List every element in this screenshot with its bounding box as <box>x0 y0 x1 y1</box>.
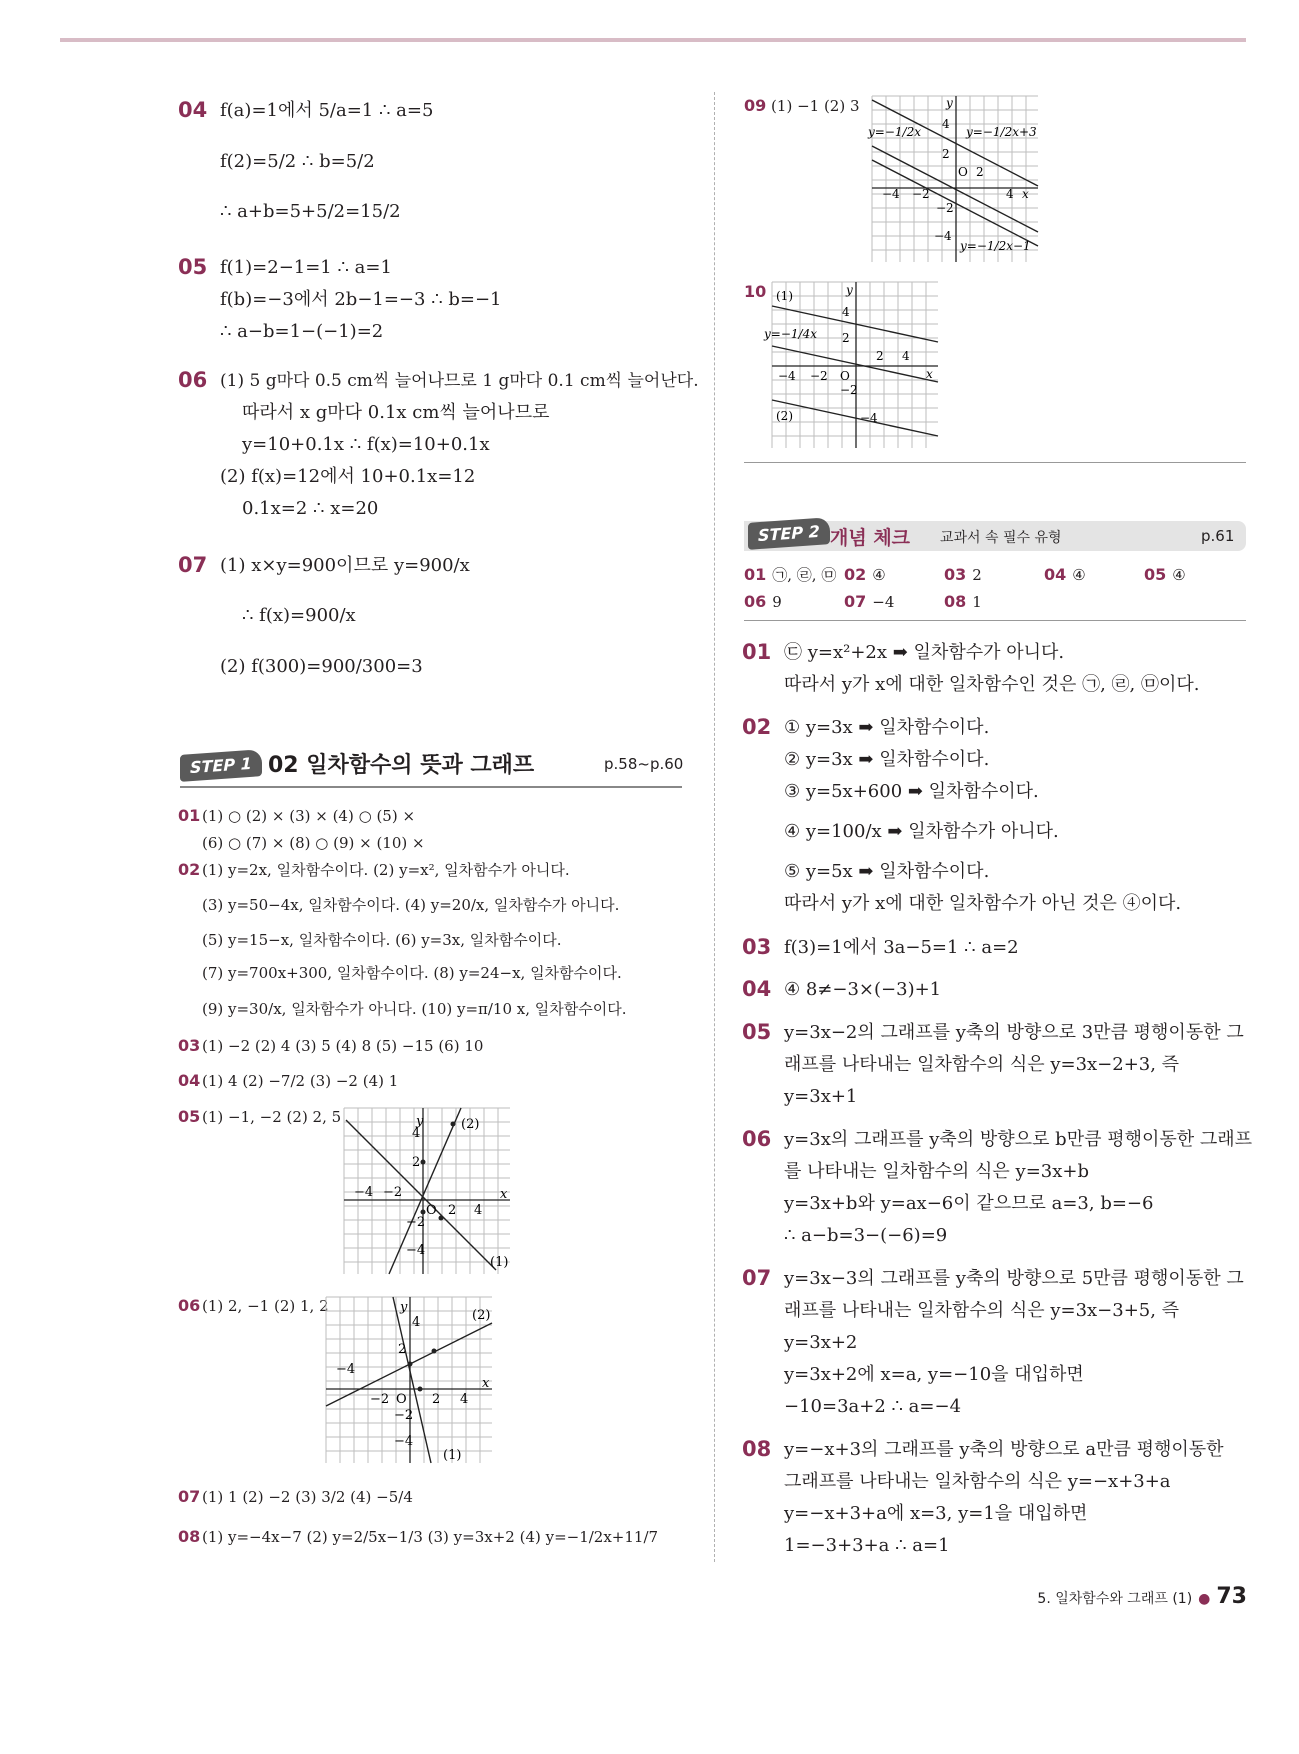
g10-ytick-n2: −2 <box>840 383 858 397</box>
g09-origin: O <box>958 165 968 179</box>
answer-row <box>178 1107 341 1127</box>
g06-label-2: (2) <box>472 1308 491 1323</box>
g09-ytick-n2: −2 <box>936 201 954 215</box>
top-border <box>60 38 1246 42</box>
g10-xtick-2: 2 <box>876 349 884 363</box>
g09-label-3: y=−1/2x−1 <box>960 239 1031 253</box>
q06-line2: 따라서 x g마다 0.1x cm씩 늘어나므로 <box>242 402 550 423</box>
answer-text: (1) 1 (2) −2 (3) 3/2 (4) −5/4 <box>202 1488 413 1506</box>
quick-answer-value: 9 <box>772 593 782 611</box>
g06-ytick-n2: −2 <box>394 1408 414 1423</box>
g09-xtick-n4: −4 <box>882 187 900 201</box>
s08-line3: y=−x+3+a에 x=3, y=1을 대입하면 <box>784 1503 1088 1524</box>
answer-text: (6) ○ (7) × (8) ○ (9) × (10) × <box>202 834 425 852</box>
g05-ytick-n4: −4 <box>406 1243 426 1258</box>
s07-line2: 래프를 나타내는 일차함수의 식은 y=3x−3+5, 즉 <box>784 1300 1180 1321</box>
answer-text: (1) y=2x, 일차함수이다. (2) y=x², 일차함수가 아니다. <box>202 861 570 879</box>
answer-row <box>178 1487 413 1507</box>
quick-answer-value: 1 <box>972 593 982 611</box>
s08-line1: y=−x+3의 그래프를 y축의 방향으로 a만큼 평행이동한 <box>784 1439 1224 1460</box>
q07-line3: (2) f(300)=900/300=3 <box>220 656 423 677</box>
graph-section-rule <box>744 462 1246 463</box>
step1-underline <box>180 786 682 788</box>
g05-xtick-n2: −2 <box>383 1185 403 1200</box>
s01-line2: 따라서 y가 x에 대한 일차함수인 것은 ㉠, ㉣, ㉤이다. <box>784 674 1200 695</box>
s02-line3: ③ y=5x+600 ➡ 일차함수이다. <box>784 781 1039 802</box>
answer-row <box>178 895 619 915</box>
step1-page-range: p.58~p.60 <box>604 755 684 773</box>
s07-line4: y=3x+2에 x=a, y=−10을 대입하면 <box>784 1364 1084 1385</box>
s02-line2: ② y=3x ➡ 일차함수이다. <box>784 749 990 770</box>
answer-text: (1) 2, −1 (2) 1, 2 <box>202 1297 329 1315</box>
answer-text: (3) y=50−4x, 일차함수이다. (4) y=20/x, 일차함수가 아니다. <box>202 896 620 914</box>
answer-number: 01 <box>178 806 201 825</box>
g09-xtick-4: 4 <box>1006 187 1014 201</box>
quick-answer-value: ㉠, ㉣, ㉤ <box>772 566 837 584</box>
s03-number: 03 <box>742 935 772 959</box>
g10-ytick-n4: −4 <box>860 411 878 425</box>
g10-xtick-n2: −2 <box>810 369 828 383</box>
graph-06 <box>326 1297 492 1463</box>
s07-number: 07 <box>742 1266 772 1290</box>
answer-row <box>178 963 622 983</box>
g05-tick-2: 2 <box>412 1155 421 1170</box>
answer-text: (1) −1, −2 (2) 2, 5 <box>202 1108 342 1126</box>
quick-answer <box>844 592 894 612</box>
step2-title: 개념 체크 <box>830 527 911 549</box>
s06-line1: y=3x의 그래프를 y축의 방향으로 b만큼 평행이동한 그래프 <box>784 1129 1253 1150</box>
g06-ytick-n4: −4 <box>394 1434 414 1449</box>
step1-badge: STEP 1 <box>180 749 262 782</box>
q06-line5: 0.1x=2 ∴ x=20 <box>242 498 379 519</box>
g05-tick-4: 4 <box>412 1126 421 1141</box>
g05-ytick-n2: −2 <box>406 1215 426 1230</box>
graph-10 <box>764 282 938 448</box>
s02-line1: ① y=3x ➡ 일차함수이다. <box>784 717 990 738</box>
answer-text: (1) 4 (2) −7/2 (3) −2 (4) 1 <box>202 1072 399 1090</box>
q05-line2: f(b)=−3에서 2b−1=−3 ∴ b=−1 <box>220 289 502 310</box>
quick-answer-value: ④ <box>1172 566 1186 584</box>
answer-row <box>178 860 570 880</box>
s06-line3: y=3x+b와 y=ax−6이 같으므로 a=3, b=−6 <box>784 1193 1154 1214</box>
answer-text: (1) −2 (2) 4 (3) 5 (4) 8 (5) −15 (6) 10 <box>202 1037 484 1055</box>
g06-label-1: (1) <box>443 1448 462 1463</box>
s05-line2: 래프를 나타내는 일차함수의 식은 y=3x−2+3, 즉 <box>784 1054 1180 1075</box>
q04-line2: f(2)=5/2 ∴ b=5/2 <box>220 151 375 172</box>
g09-ytick-n4: −4 <box>934 229 952 243</box>
s07-line3: y=3x+2 <box>784 1332 858 1353</box>
footer-chapter: 5. 일차함수와 그래프 (1) <box>1037 1591 1193 1607</box>
s06-line4: ∴ a−b=3−(−6)=9 <box>784 1225 948 1246</box>
quick-answer <box>744 592 782 612</box>
quick-answer-number: 01 <box>744 565 767 584</box>
g10-tick-4: 4 <box>842 305 850 319</box>
step1-title: 02 일차함수의 뜻과 그래프 <box>268 753 535 778</box>
q05-number: 05 <box>178 255 208 279</box>
answer-text: (1) y=−4x−7 (2) y=2/5x−1/3 (3) y=3x+2 (4) y=−1/2x+11/7 <box>202 1528 659 1546</box>
quick-answer <box>1044 565 1086 585</box>
answer-number: 04 <box>178 1071 201 1090</box>
quick-answer <box>844 565 886 585</box>
a09-row <box>744 96 860 116</box>
answer-number: 06 <box>178 1296 201 1315</box>
g10-xtick-n4: −4 <box>778 369 796 383</box>
g10-xtick-4: 4 <box>902 349 910 363</box>
s02-number: 02 <box>742 715 772 739</box>
g10-x: x <box>926 367 933 381</box>
s08-line2: 그래프를 나타내는 일차함수의 식은 y=−x+3+a <box>784 1471 1171 1492</box>
page-number: 73 <box>1216 1584 1247 1609</box>
quick-answer-number: 03 <box>944 565 967 584</box>
s07-line1: y=3x−3의 그래프를 y축의 방향으로 5만큼 평행이동한 그 <box>784 1268 1244 1289</box>
answer-number: 02 <box>178 860 201 879</box>
answer-text: (7) y=700x+300, 일차함수이다. (8) y=24−x, 일차함수이다. <box>202 964 622 982</box>
g09-tick-2: 2 <box>942 147 950 161</box>
q06-line1: (1) 5 g마다 0.5 cm씩 늘어나므로 1 g마다 0.1 cm씩 늘어난다. <box>220 371 699 391</box>
quick-answer-number: 07 <box>844 592 867 611</box>
q06-line3: y=10+0.1x ∴ f(x)=10+0.1x <box>242 434 490 455</box>
a09-number: 09 <box>744 96 767 115</box>
page-footer <box>1037 1584 1247 1609</box>
answer-row <box>178 1071 398 1091</box>
answer-number: 03 <box>178 1036 201 1055</box>
g06-tick-2: 2 <box>398 1342 407 1357</box>
g06-x: x <box>482 1376 490 1391</box>
answer-row <box>178 999 627 1019</box>
quick-answer-number: 06 <box>744 592 767 611</box>
g05-origin: O <box>426 1203 437 1218</box>
graph-05 <box>344 1108 510 1274</box>
q04-number: 04 <box>178 98 208 122</box>
s06-number: 06 <box>742 1127 772 1151</box>
answer-row <box>178 833 425 853</box>
quick-answer <box>1144 565 1186 585</box>
q07-line1: (1) x×y=900이므로 y=900/x <box>220 555 470 576</box>
q05-line1: f(1)=2−1=1 ∴ a=1 <box>220 257 392 278</box>
q07-line2: ∴ f(x)=900/x <box>242 605 356 626</box>
g10-label-3: (2) <box>776 409 793 423</box>
g06-xtick-n4: −4 <box>336 1362 356 1377</box>
g06-xtick-4: 4 <box>460 1392 469 1407</box>
g10-tick-2: 2 <box>842 331 850 345</box>
quick-answers-rule <box>744 620 1246 621</box>
s01-number: 01 <box>742 640 772 664</box>
g06-y: y <box>400 1300 408 1315</box>
quick-answer-value: ④ <box>872 566 886 584</box>
answer-text: (5) y=15−x, 일차함수이다. (6) y=3x, 일차함수이다. <box>202 931 562 949</box>
quick-answer-value: 2 <box>972 566 982 584</box>
s05-line1: y=3x−2의 그래프를 y축의 방향으로 3만큼 평행이동한 그 <box>784 1022 1244 1043</box>
s02-line4: ④ y=100/x ➡ 일차함수가 아니다. <box>784 821 1059 842</box>
g05-xtick-n4: −4 <box>354 1185 374 1200</box>
answer-row <box>178 1527 658 1547</box>
s05-number: 05 <box>742 1020 772 1044</box>
a10-number: 10 <box>744 282 767 301</box>
s05-line3: y=3x+1 <box>784 1086 858 1107</box>
g05-xtick-2: 2 <box>448 1203 457 1218</box>
g09-xtick-2: 2 <box>976 165 984 179</box>
g05-xtick-4: 4 <box>474 1203 483 1218</box>
q05-line3: ∴ a−b=1−(−1)=2 <box>220 321 384 342</box>
answer-row <box>178 1036 483 1056</box>
s04-number: 04 <box>742 977 772 1001</box>
g05-label-1: (1) <box>490 1255 509 1270</box>
quick-answer-number: 05 <box>1144 565 1167 584</box>
g05-label-2: (2) <box>461 1117 480 1132</box>
answer-number: 08 <box>178 1527 201 1546</box>
g09-x: x <box>1022 187 1029 201</box>
answer-number: 05 <box>178 1107 201 1126</box>
answer-text: (1) ○ (2) × (3) × (4) ○ (5) × <box>202 807 416 825</box>
step2-page: p.61 <box>1201 527 1235 545</box>
g06-origin: O <box>396 1392 407 1407</box>
g05-x: x <box>500 1187 508 1202</box>
answer-row <box>178 806 415 826</box>
answer-text: (9) y=30/x, 일차함수가 아니다. (10) y=π/10 x, 일차함수이다. <box>202 1000 627 1018</box>
quick-answer-number: 08 <box>944 592 967 611</box>
quick-answer <box>944 565 982 585</box>
g10-label-1: (1) <box>776 289 793 303</box>
s04-line1: ④ 8≠−3×(−3)+1 <box>784 979 942 1000</box>
quick-answer-value: −4 <box>872 593 895 611</box>
s08-number: 08 <box>742 1437 772 1461</box>
q06-line4: (2) f(x)=12에서 10+0.1x=12 <box>220 466 476 487</box>
answer-row <box>178 1296 329 1316</box>
step2-subtitle: 교과서 속 필수 유형 <box>940 530 1062 546</box>
q07-number: 07 <box>178 553 208 577</box>
g09-label-1: y=−1/2x <box>868 125 921 139</box>
graph-09 <box>868 96 1038 262</box>
s06-line2: 를 나타내는 일차함수의 식은 y=3x+b <box>784 1161 1090 1182</box>
s02-line5: ⑤ y=5x ➡ 일차함수이다. <box>784 861 990 882</box>
g09-y: y <box>946 96 953 110</box>
g05-y: y <box>416 1114 424 1129</box>
s03-line1: f(3)=1에서 3a−5=1 ∴ a=2 <box>784 937 1019 958</box>
step2-badge: STEP 2 <box>748 517 830 550</box>
q06-number: 06 <box>178 368 208 392</box>
quick-answer-number: 02 <box>844 565 867 584</box>
q04-line3: ∴ a+b=5+5/2=15/2 <box>220 201 401 222</box>
quick-answer-number: 04 <box>1044 565 1067 584</box>
quick-answer-value: ④ <box>1072 566 1086 584</box>
g06-tick-4: 4 <box>412 1315 421 1330</box>
g06-xtick-2: 2 <box>432 1392 441 1407</box>
g09-label-2: y=−1/2x+3 <box>966 125 1037 139</box>
q04-line1: f(a)=1에서 5/a=1 ∴ a=5 <box>220 100 434 121</box>
s02-line6: 따라서 y가 x에 대한 일차함수가 아닌 것은 ④이다. <box>784 893 1182 914</box>
g10-y: y <box>846 283 853 297</box>
g10-origin: O <box>840 369 850 383</box>
g06-xtick-n2: −2 <box>370 1392 390 1407</box>
quick-answer <box>944 592 982 612</box>
g09-tick-4: 4 <box>942 117 950 131</box>
s01-line1: ㉢ y=x²+2x ➡ 일차함수가 아니다. <box>784 642 1065 663</box>
g09-xtick-n2: −2 <box>912 187 930 201</box>
a09-text: (1) −1 (2) 3 <box>771 97 860 115</box>
quick-answer <box>744 565 836 585</box>
column-divider <box>714 92 715 1562</box>
g10-label-2: y=−1/4x <box>764 327 817 341</box>
answer-number: 07 <box>178 1487 201 1506</box>
s08-line4: 1=−3+3+a ∴ a=1 <box>784 1535 950 1556</box>
a10-row <box>744 282 766 302</box>
footer-dot-icon: ● <box>1198 1591 1211 1607</box>
s07-line5: −10=3a+2 ∴ a=−4 <box>784 1396 962 1417</box>
answer-row <box>178 930 562 950</box>
